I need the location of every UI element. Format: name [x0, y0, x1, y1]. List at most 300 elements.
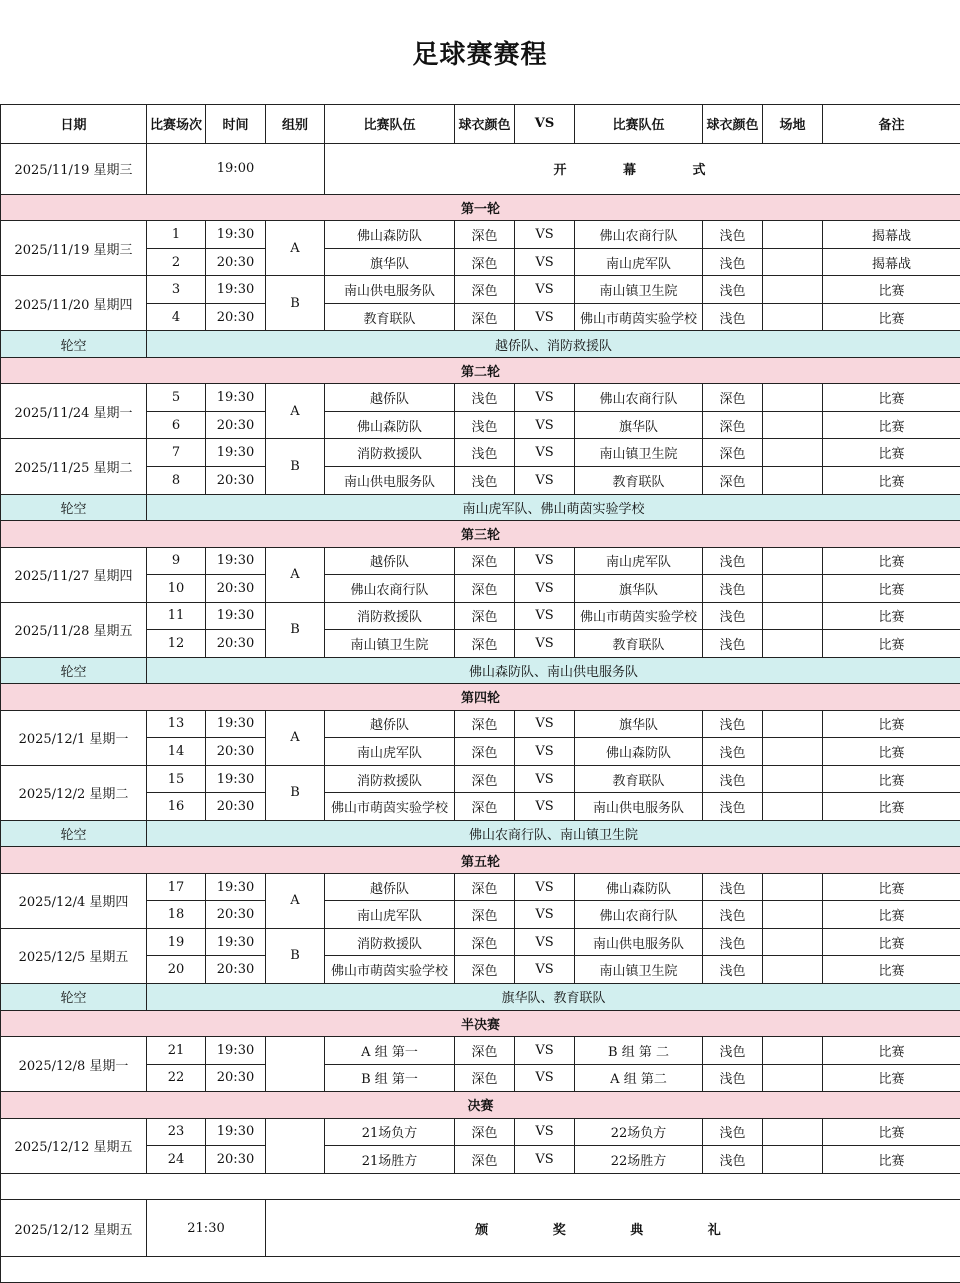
match-date: 2025/12/4 星期四	[1, 873, 147, 928]
bye-label: 轮空	[1, 331, 147, 358]
match-time: 19:30	[206, 547, 266, 575]
jersey-color-b: 浅色	[703, 765, 763, 793]
vs-label: VS	[515, 793, 575, 821]
team-b: 佛山市萌茵实验学校	[575, 303, 703, 331]
jersey-color-b: 浅色	[703, 547, 763, 575]
table-row	[1, 765, 960, 793]
team-b: 南山供电服务队	[575, 793, 703, 821]
bye-teams: 佛山农商行队、南山镇卫生院	[147, 820, 960, 847]
match-note: 比赛	[823, 1037, 960, 1065]
table-row	[1, 221, 960, 249]
jersey-color-a: 深色	[455, 602, 515, 630]
team-b: 教育联队	[575, 765, 703, 793]
match-group: B	[266, 276, 325, 331]
round-header-row	[1, 684, 960, 711]
jersey-color-b: 浅色	[703, 1037, 763, 1065]
table-row	[1, 1037, 960, 1065]
match-number: 4	[147, 303, 206, 331]
opening-label: 开 幕 式	[325, 143, 960, 194]
jersey-color-b: 浅色	[703, 956, 763, 984]
opening-time: 19:00	[147, 143, 325, 194]
column-header: 场地	[763, 105, 823, 144]
match-number: 20	[147, 956, 206, 984]
bye-row	[1, 657, 960, 684]
match-group	[266, 1118, 325, 1173]
jersey-color-b: 浅色	[703, 928, 763, 956]
jersey-color-a: 深色	[455, 738, 515, 766]
team-a: A 组 第一	[325, 1037, 455, 1065]
column-header: 日期	[1, 105, 147, 144]
venue	[763, 738, 823, 766]
match-time: 19:30	[206, 384, 266, 412]
jersey-color-b: 浅色	[703, 248, 763, 276]
round-title: 决赛	[1, 1092, 960, 1119]
team-a: 21场胜方	[325, 1146, 455, 1174]
match-note: 比赛	[823, 630, 960, 658]
jersey-color-a: 深色	[455, 928, 515, 956]
ceremony-label: 颁 奖 典 礼	[266, 1200, 960, 1257]
match-note: 比赛	[823, 602, 960, 630]
match-time: 19:30	[206, 765, 266, 793]
team-b: 旗华队	[575, 411, 703, 439]
match-number: 6	[147, 411, 206, 439]
match-note: 比赛	[823, 467, 960, 495]
venue	[763, 547, 823, 575]
match-date: 2025/11/27 星期四	[1, 547, 147, 602]
round-title: 第四轮	[1, 684, 960, 711]
column-header: 球衣颜色	[703, 105, 763, 144]
vs-label: VS	[515, 602, 575, 630]
match-date: 2025/12/8 星期一	[1, 1037, 147, 1092]
jersey-color-b: 浅色	[703, 575, 763, 603]
column-header: 组别	[266, 105, 325, 144]
jersey-color-b: 浅色	[703, 1146, 763, 1174]
match-time: 19:30	[206, 276, 266, 304]
venue	[763, 467, 823, 495]
venue	[763, 303, 823, 331]
match-note: 比赛	[823, 928, 960, 956]
match-time: 20:30	[206, 1064, 266, 1092]
jersey-color-b: 深色	[703, 384, 763, 412]
column-header: 比赛队伍	[325, 105, 455, 144]
table-row	[1, 276, 960, 304]
match-group: A	[266, 710, 325, 765]
match-group: B	[266, 439, 325, 494]
jersey-color-a: 深色	[455, 793, 515, 821]
match-group: B	[266, 928, 325, 983]
match-date: 2025/12/5 星期五	[1, 928, 147, 983]
opening-row	[1, 143, 960, 194]
match-number: 19	[147, 928, 206, 956]
match-note: 比赛	[823, 738, 960, 766]
round-title: 第一轮	[1, 194, 960, 221]
table-row	[1, 602, 960, 630]
bye-teams: 佛山森防队、南山供电服务队	[147, 657, 960, 684]
team-a: 消防救援队	[325, 439, 455, 467]
column-header: 比赛队伍	[575, 105, 703, 144]
round-title: 半决赛	[1, 1010, 960, 1037]
jersey-color-a: 深色	[455, 630, 515, 658]
team-b: 佛山农商行队	[575, 221, 703, 249]
vs-label: VS	[515, 765, 575, 793]
vs-label: VS	[515, 276, 575, 304]
team-b: 南山虎军队	[575, 248, 703, 276]
team-a: 21场负方	[325, 1118, 455, 1146]
team-a: 越侨队	[325, 710, 455, 738]
bye-label: 轮空	[1, 820, 147, 847]
team-a: 越侨队	[325, 873, 455, 901]
vs-label: VS	[515, 901, 575, 929]
jersey-color-a: 浅色	[455, 384, 515, 412]
match-time: 20:30	[206, 303, 266, 331]
team-a: 佛山森防队	[325, 411, 455, 439]
vs-label: VS	[515, 439, 575, 467]
match-number: 17	[147, 873, 206, 901]
match-group: A	[266, 873, 325, 928]
venue	[763, 928, 823, 956]
match-number: 18	[147, 901, 206, 929]
jersey-color-a: 深色	[455, 248, 515, 276]
vs-label: VS	[515, 630, 575, 658]
match-note: 比赛	[823, 384, 960, 412]
vs-label: VS	[515, 547, 575, 575]
venue	[763, 575, 823, 603]
jersey-color-a: 深色	[455, 1146, 515, 1174]
jersey-color-a: 深色	[455, 901, 515, 929]
blank-cell	[1, 1257, 960, 1283]
match-number: 10	[147, 575, 206, 603]
round-header-row	[1, 357, 960, 384]
jersey-color-b: 浅色	[703, 1118, 763, 1146]
match-number: 12	[147, 630, 206, 658]
vs-label: VS	[515, 411, 575, 439]
round-header-row	[1, 847, 960, 874]
venue	[763, 248, 823, 276]
venue	[763, 793, 823, 821]
match-time: 19:30	[206, 1037, 266, 1065]
round-title: 第二轮	[1, 357, 960, 384]
team-b: 佛山农商行队	[575, 384, 703, 412]
jersey-color-a: 深色	[455, 1118, 515, 1146]
team-b: 旗华队	[575, 575, 703, 603]
round-header-row	[1, 1092, 960, 1119]
match-time: 19:30	[206, 221, 266, 249]
match-number: 5	[147, 384, 206, 412]
match-group: B	[266, 765, 325, 820]
venue	[763, 1146, 823, 1174]
match-number: 1	[147, 221, 206, 249]
match-number: 16	[147, 793, 206, 821]
team-b: 南山镇卫生院	[575, 956, 703, 984]
jersey-color-b: 浅色	[703, 710, 763, 738]
match-time: 20:30	[206, 467, 266, 495]
match-group: A	[266, 384, 325, 439]
match-time: 20:30	[206, 411, 266, 439]
match-number: 24	[147, 1146, 206, 1174]
match-group	[266, 1037, 325, 1092]
match-note: 比赛	[823, 793, 960, 821]
venue	[763, 1118, 823, 1146]
bye-row	[1, 494, 960, 521]
match-date: 2025/12/1 星期一	[1, 710, 147, 765]
team-b: 南山虎军队	[575, 547, 703, 575]
vs-label: VS	[515, 710, 575, 738]
jersey-color-a: 深色	[455, 547, 515, 575]
team-b: 22场胜方	[575, 1146, 703, 1174]
match-number: 3	[147, 276, 206, 304]
jersey-color-b: 浅色	[703, 873, 763, 901]
table-row	[1, 547, 960, 575]
jersey-color-b: 浅色	[703, 630, 763, 658]
vs-label: VS	[515, 1064, 575, 1092]
match-note: 比赛	[823, 901, 960, 929]
match-time: 20:30	[206, 901, 266, 929]
team-b: 佛山森防队	[575, 738, 703, 766]
team-a: 消防救援队	[325, 928, 455, 956]
match-number: 8	[147, 467, 206, 495]
spacer-cell	[1, 1173, 960, 1200]
venue	[763, 439, 823, 467]
match-time: 19:30	[206, 710, 266, 738]
match-note: 比赛	[823, 873, 960, 901]
round-title: 第五轮	[1, 847, 960, 874]
vs-label: VS	[515, 1146, 575, 1174]
venue	[763, 384, 823, 412]
vs-label: VS	[515, 303, 575, 331]
match-note: 比赛	[823, 765, 960, 793]
jersey-color-a: 浅色	[455, 439, 515, 467]
jersey-color-b: 浅色	[703, 221, 763, 249]
vs-label: VS	[515, 1118, 575, 1146]
match-number: 14	[147, 738, 206, 766]
match-note: 比赛	[823, 710, 960, 738]
round-header-row	[1, 194, 960, 221]
team-b: B 组 第 二	[575, 1037, 703, 1065]
team-a: 越侨队	[325, 384, 455, 412]
match-note: 比赛	[823, 547, 960, 575]
jersey-color-b: 深色	[703, 467, 763, 495]
round-header-row	[1, 1010, 960, 1037]
match-number: 11	[147, 602, 206, 630]
column-header: 时间	[206, 105, 266, 144]
venue	[763, 1037, 823, 1065]
team-a: 消防救援队	[325, 602, 455, 630]
match-date: 2025/11/24 星期一	[1, 384, 147, 439]
match-note: 比赛	[823, 411, 960, 439]
jersey-color-a: 深色	[455, 765, 515, 793]
vs-label: VS	[515, 221, 575, 249]
round-title: 第三轮	[1, 521, 960, 548]
match-date: 2025/11/28 星期五	[1, 602, 147, 657]
jersey-color-a: 深色	[455, 303, 515, 331]
match-number: 21	[147, 1037, 206, 1065]
jersey-color-a: 深色	[455, 1064, 515, 1092]
match-date: 2025/11/19 星期三	[1, 221, 147, 276]
match-time: 20:30	[206, 248, 266, 276]
match-number: 7	[147, 439, 206, 467]
team-a: 消防救援队	[325, 765, 455, 793]
jersey-color-b: 浅色	[703, 1064, 763, 1092]
bye-teams: 越侨队、消防救援队	[147, 331, 960, 358]
match-note: 比赛	[823, 1064, 960, 1092]
match-note: 比赛	[823, 276, 960, 304]
jersey-color-b: 浅色	[703, 738, 763, 766]
match-number: 22	[147, 1064, 206, 1092]
opening-date: 2025/11/19 星期三	[1, 143, 147, 194]
team-b: A 组 第二	[575, 1064, 703, 1092]
jersey-color-b: 浅色	[703, 901, 763, 929]
table-row	[1, 439, 960, 467]
match-time: 19:30	[206, 873, 266, 901]
table-row	[1, 1118, 960, 1146]
match-group: A	[266, 221, 325, 276]
team-a: 旗华队	[325, 248, 455, 276]
venue	[763, 901, 823, 929]
jersey-color-a: 深色	[455, 956, 515, 984]
match-number: 15	[147, 765, 206, 793]
jersey-color-b: 深色	[703, 411, 763, 439]
team-b: 佛山农商行队	[575, 901, 703, 929]
venue	[763, 956, 823, 984]
team-b: 佛山森防队	[575, 873, 703, 901]
bye-row	[1, 984, 960, 1011]
team-a: 佛山森防队	[325, 221, 455, 249]
team-b: 南山镇卫生院	[575, 276, 703, 304]
vs-label: VS	[515, 467, 575, 495]
match-time: 19:30	[206, 439, 266, 467]
vs-label: VS	[515, 873, 575, 901]
jersey-color-b: 浅色	[703, 793, 763, 821]
vs-label: VS	[515, 738, 575, 766]
team-a: 南山虎军队	[325, 738, 455, 766]
match-time: 20:30	[206, 956, 266, 984]
match-number: 13	[147, 710, 206, 738]
team-a: 越侨队	[325, 547, 455, 575]
table-row	[1, 928, 960, 956]
match-time: 20:30	[206, 575, 266, 603]
match-note: 比赛	[823, 575, 960, 603]
team-b: 南山镇卫生院	[575, 439, 703, 467]
page-title: 足球赛赛程	[412, 39, 548, 70]
match-time: 19:30	[206, 1118, 266, 1146]
venue	[763, 630, 823, 658]
team-b: 旗华队	[575, 710, 703, 738]
jersey-color-a: 深色	[455, 575, 515, 603]
team-b: 佛山市萌茵实验学校	[575, 602, 703, 630]
match-date: 2025/12/12 星期五	[1, 1118, 147, 1173]
bye-row	[1, 331, 960, 358]
ceremony-date: 2025/12/12 星期五	[1, 1200, 147, 1257]
header-row	[1, 105, 960, 144]
match-note: 比赛	[823, 1146, 960, 1174]
vs-label: VS	[515, 248, 575, 276]
blank-row	[1, 1257, 960, 1283]
match-time: 19:30	[206, 928, 266, 956]
team-b: 南山供电服务队	[575, 928, 703, 956]
venue	[763, 411, 823, 439]
ceremony-row	[1, 1200, 960, 1257]
jersey-color-a: 浅色	[455, 411, 515, 439]
match-time: 20:30	[206, 630, 266, 658]
match-note: 比赛	[823, 303, 960, 331]
jersey-color-a: 深色	[455, 221, 515, 249]
team-a: 南山虎军队	[325, 901, 455, 929]
bye-teams: 旗华队、教育联队	[147, 984, 960, 1011]
schedule-table	[0, 104, 960, 1283]
match-time: 19:30	[206, 602, 266, 630]
column-header: 备注	[823, 105, 960, 144]
bye-label: 轮空	[1, 494, 147, 521]
venue	[763, 1064, 823, 1092]
jersey-color-a: 深色	[455, 1037, 515, 1065]
jersey-color-a: 浅色	[455, 467, 515, 495]
ceremony-time: 21:30	[147, 1200, 266, 1257]
match-date: 2025/12/2 星期二	[1, 765, 147, 820]
team-a: 南山镇卫生院	[325, 630, 455, 658]
match-time: 20:30	[206, 793, 266, 821]
match-group: B	[266, 602, 325, 657]
round-header-row	[1, 521, 960, 548]
team-a: 佛山市萌茵实验学校	[325, 793, 455, 821]
bye-row	[1, 820, 960, 847]
table-row	[1, 873, 960, 901]
match-note: 揭幕战	[823, 221, 960, 249]
jersey-color-a: 深色	[455, 710, 515, 738]
match-note: 比赛	[823, 956, 960, 984]
vs-label: VS	[515, 1037, 575, 1065]
match-date: 2025/11/20 星期四	[1, 276, 147, 331]
venue	[763, 276, 823, 304]
match-group: A	[266, 547, 325, 602]
team-b: 教育联队	[575, 467, 703, 495]
vs-label: VS	[515, 956, 575, 984]
match-note: 比赛	[823, 1118, 960, 1146]
venue	[763, 710, 823, 738]
team-a: 佛山市萌茵实验学校	[325, 956, 455, 984]
match-number: 2	[147, 248, 206, 276]
table-row	[1, 710, 960, 738]
vs-label: VS	[515, 384, 575, 412]
jersey-color-b: 浅色	[703, 303, 763, 331]
team-a: 南山供电服务队	[325, 467, 455, 495]
team-b: 教育联队	[575, 630, 703, 658]
match-number: 23	[147, 1118, 206, 1146]
jersey-color-b: 深色	[703, 439, 763, 467]
venue	[763, 221, 823, 249]
vs-label: VS	[515, 575, 575, 603]
team-a: 佛山农商行队	[325, 575, 455, 603]
team-a: 教育联队	[325, 303, 455, 331]
column-header: VS	[515, 105, 575, 144]
jersey-color-b: 浅色	[703, 602, 763, 630]
team-b: 22场负方	[575, 1118, 703, 1146]
vs-label: VS	[515, 928, 575, 956]
column-header: 比赛场次	[147, 105, 206, 144]
match-number: 9	[147, 547, 206, 575]
match-date: 2025/11/25 星期二	[1, 439, 147, 494]
venue	[763, 873, 823, 901]
bye-label: 轮空	[1, 657, 147, 684]
bye-label: 轮空	[1, 984, 147, 1011]
match-note: 比赛	[823, 439, 960, 467]
match-time: 20:30	[206, 738, 266, 766]
spacer-row	[1, 1173, 960, 1200]
venue	[763, 602, 823, 630]
jersey-color-a: 深色	[455, 276, 515, 304]
jersey-color-a: 深色	[455, 873, 515, 901]
team-a: 南山供电服务队	[325, 276, 455, 304]
team-a: B 组 第一	[325, 1064, 455, 1092]
